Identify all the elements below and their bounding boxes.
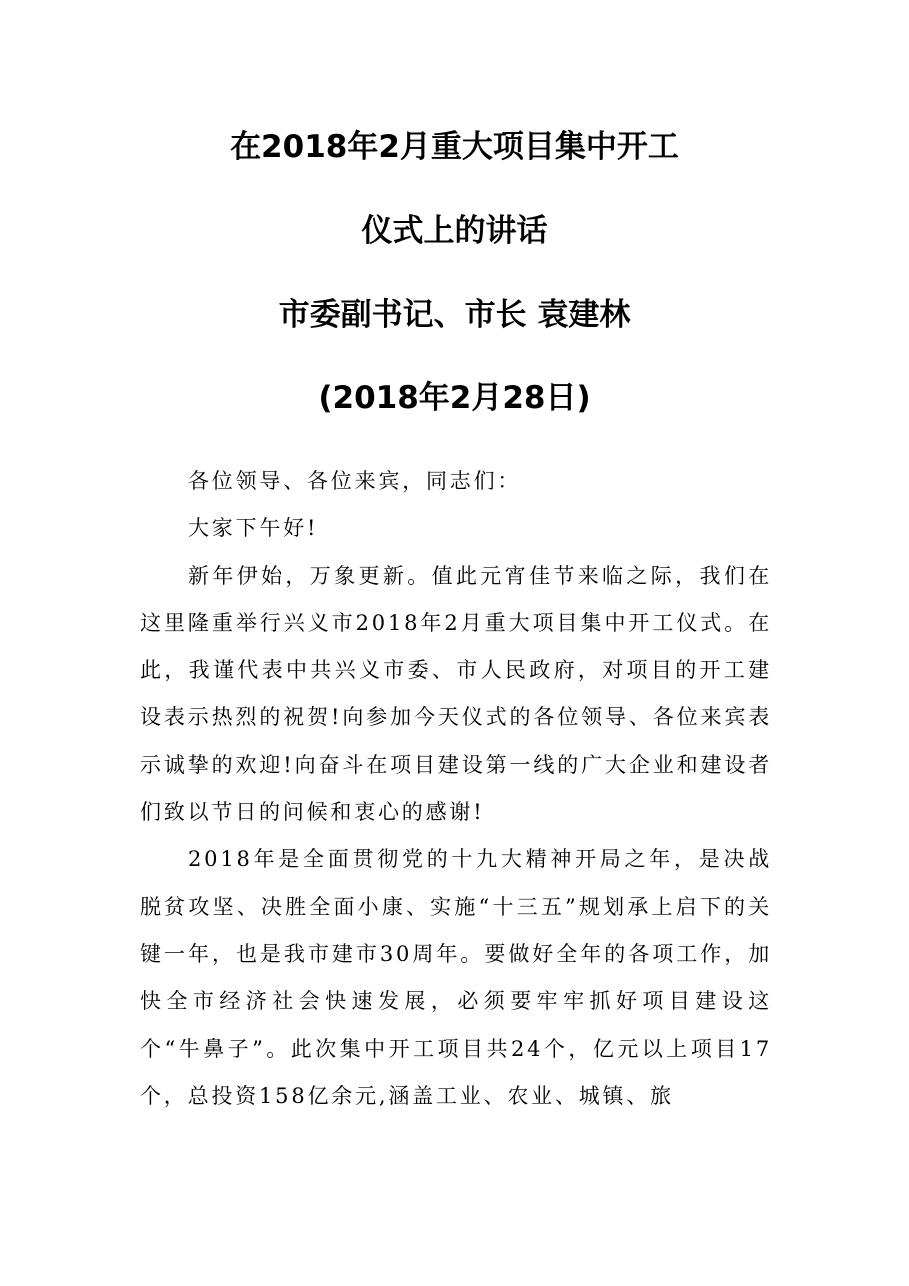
salutation: 各位领导、各位来宾，同志们： — [188, 469, 522, 493]
speech-date: (2018年2月28日) — [318, 380, 591, 416]
document-title-line-2: 仪式上的讲话 — [361, 213, 548, 249]
document-title-line-1: 在2018年2月重大项目集中开工 — [230, 129, 679, 165]
greeting: 大家下午好! — [188, 516, 319, 541]
speaker-line: 市委副书记、市长 袁建林 — [278, 297, 631, 333]
paragraph-2: 2018年是全面贯彻党的十九大精神开局之年，是决战脱贫攻坚、决胜全面小康、实施“十三五”规划承上启下的关键一年，也是我市建市30周年。要做好全年的各项工作，加快全市经济社会快速发展，必须要牢牢抓好项目建设这个“牛鼻子”。此次集中开工项目共24个，亿元以上项目17个，总投资158亿余元,涵盖工业、农业、城镇、旅 — [140, 847, 772, 1108]
speech-body — [140, 458, 772, 1120]
paragraph-1: 新年伊始，万象更新。值此元宵佳节来临之际，我们在这里隆重举行兴义市2018年2月重大项目集中开工仪式。在此，我谨代表中共兴义市委、市人民政府，对项目的开工建设表示热烈的祝贺!向参加今天仪式的各位领导、各位来宾表示诚挚的欢迎!向奋斗在项目建设第一线的广大企业和建设者们致以节日的问候和衷心的感谢! — [140, 563, 772, 825]
